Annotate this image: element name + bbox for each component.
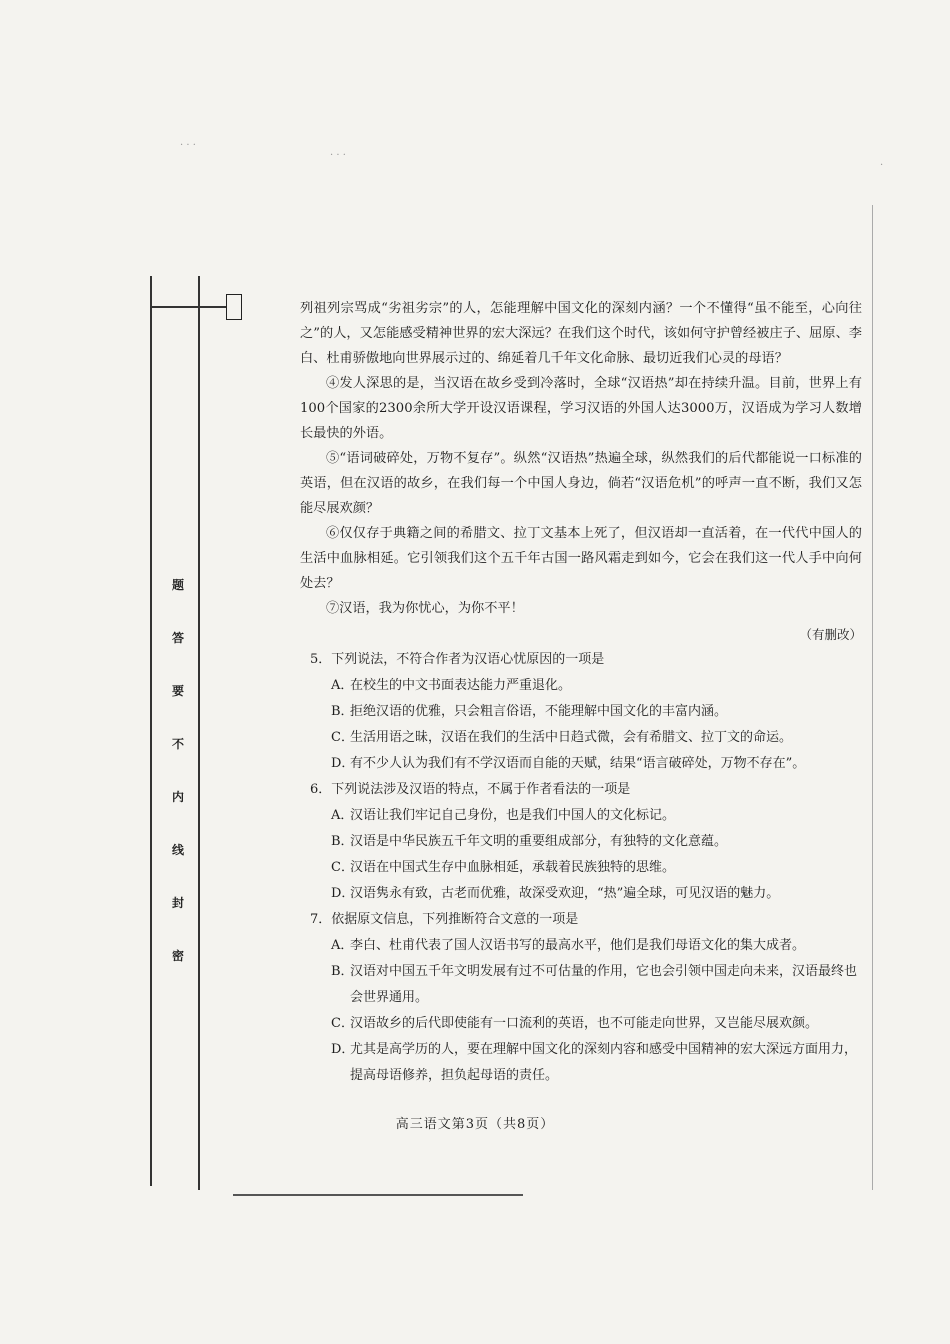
seal-char: 不 [171, 737, 184, 751]
passage-paragraph: ⑥仅仅存于典籍之间的希腊文、拉丁文基本上死了，但汉语却一直活着，在一代代中国人的生活中血脉相延。它引领我们这个五千年古国一路风霜走到如今，它会在我们这一代人手中向何处去？ [300, 526, 862, 591]
option [300, 1037, 862, 1089]
question-7 [300, 907, 862, 1089]
page-footer: 高三语文第3页（共8页） [395, 1117, 555, 1132]
option-text: 拒绝汉语的优雅，只会粗言俗语，不能理解中国文化的丰富内涵。 [350, 704, 728, 719]
option [300, 1011, 862, 1037]
seal-char: 密 [171, 949, 184, 963]
source-note: （有删改） [799, 627, 862, 642]
bottom-rule [233, 1194, 523, 1196]
option [300, 829, 862, 855]
passage-paragraph: ④发人深思的是，当汉语在故乡受到冷落时，全球“汉语热”却在持续升温。目前，世界上有100个国家的2300余所大学开设汉语课程，学习汉语的外国人达3000万，汉语成为学习人数增长最快的外语。 [300, 376, 862, 441]
binding-border-right [198, 276, 200, 1190]
option-text: 尤其是高学历的人，要在理解中国文化的深刻内容和感受中国精神的宏大深远方面用力，提高母语修养，担负起母语的责任。 [350, 1042, 858, 1083]
option-text: 汉语隽永有致，古老而优雅，故深受欢迎，“热”遍全球，可见汉语的魅力。 [350, 886, 780, 901]
option-letter: B． [331, 964, 354, 979]
option [300, 803, 862, 829]
seal-char: 内 [171, 790, 184, 804]
option-text: 汉语在中国式生存中血脉相延，承载着民族独特的思维。 [350, 860, 676, 875]
option [300, 751, 862, 777]
seal-line-notice [166, 578, 190, 1002]
page-edge-right [872, 205, 873, 1190]
margin-box [226, 294, 242, 320]
option-text: 有不少人认为我们有不学汉语而自能的天赋，结果“语言破碎处，万物不存在”。 [350, 756, 806, 771]
passage-paragraph: 列祖列宗骂成“劣祖劣宗”的人，怎能理解中国文化的深刻内涵？一个不懂得“虽不能至，心向往之”的人，又怎能感受精神世界的宏大深远？在我们这个时代，该如何守护曾经被庄子、屈原、李白、杜甫骄傲地向世界展示过的、绵延着几千年文化命脉、最切近我们心灵的母语？ [300, 301, 862, 366]
option [300, 673, 862, 699]
passage-paragraph: ⑦汉语，我为你忧心，为你不平！ [326, 601, 524, 616]
option-text: 李白、杜甫代表了国人汉语书写的最高水平，他们是我们母语文化的集大成者。 [350, 938, 806, 953]
seal-char: 线 [171, 843, 184, 857]
seal-char: 封 [171, 896, 184, 910]
seal-char: 要 [171, 684, 184, 698]
option-text: 汉语故乡的后代即使能有一口流利的英语，也不可能走向世界，又岂能尽展欢颜。 [350, 1016, 819, 1031]
scan-noise: · · · [330, 150, 346, 161]
option-letter: D． [331, 1042, 355, 1057]
option [300, 725, 862, 751]
question-stem: 7．依据原文信息，下列推断符合文意的一项是 [310, 912, 579, 927]
option-letter: A． [331, 678, 354, 693]
option-letter: A． [331, 808, 354, 823]
option-letter: D． [331, 756, 355, 771]
option-letter: C． [331, 860, 354, 875]
passage-paragraph: ⑤“语词破碎处，万物不复存”。纵然“汉语热”热遍全球，纵然我们的后代都能说一口标准的英语，但在汉语的故乡，在我们每一个中国人身边，倘若“汉语危机”的呼声一直不断，我们又怎能尽展欢颜？ [300, 451, 862, 516]
option-text: 汉语对中国五千年文明发展有过不可估量的作用，它也会引领中国走向未来，汉语最终也会世界通用。 [350, 964, 858, 1005]
option [300, 699, 862, 725]
option-text: 汉语是中华民族五千年文明的重要组成部分，有独特的文化意蕴。 [350, 834, 728, 849]
option [300, 959, 862, 1011]
option-letter: D． [331, 886, 355, 901]
option [300, 933, 862, 959]
option-letter: A． [331, 938, 354, 953]
question-stem: 5．下列说法，不符合作者为汉语心忧原因的一项是 [310, 652, 605, 667]
reading-passage [300, 296, 862, 1089]
option-letter: C． [331, 730, 354, 745]
option-letter: C． [331, 1016, 354, 1031]
option [300, 855, 862, 881]
option [300, 881, 862, 907]
question-6 [300, 777, 862, 907]
binding-border-left [150, 276, 152, 1186]
option-text: 生活用语之昧，汉语在我们的生活中日趋式微，会有希腊文、拉丁文的命运。 [350, 730, 793, 745]
option-text: 在校生的中文书面表达能力严重退化。 [350, 678, 572, 693]
seal-char: 题 [171, 578, 184, 592]
option-text: 汉语让我们牢记自己身份，也是我们中国人的文化标记。 [350, 808, 676, 823]
seal-char: 答 [171, 631, 184, 645]
scan-noise: · · · [180, 140, 196, 151]
option-letter: B． [331, 834, 354, 849]
margin-pointer-line [150, 306, 226, 308]
scan-noise: · [880, 160, 884, 171]
question-stem: 6．下列说法涉及汉语的特点，不属于作者看法的一项是 [310, 782, 631, 797]
option-letter: B． [331, 704, 354, 719]
question-5 [300, 647, 862, 777]
